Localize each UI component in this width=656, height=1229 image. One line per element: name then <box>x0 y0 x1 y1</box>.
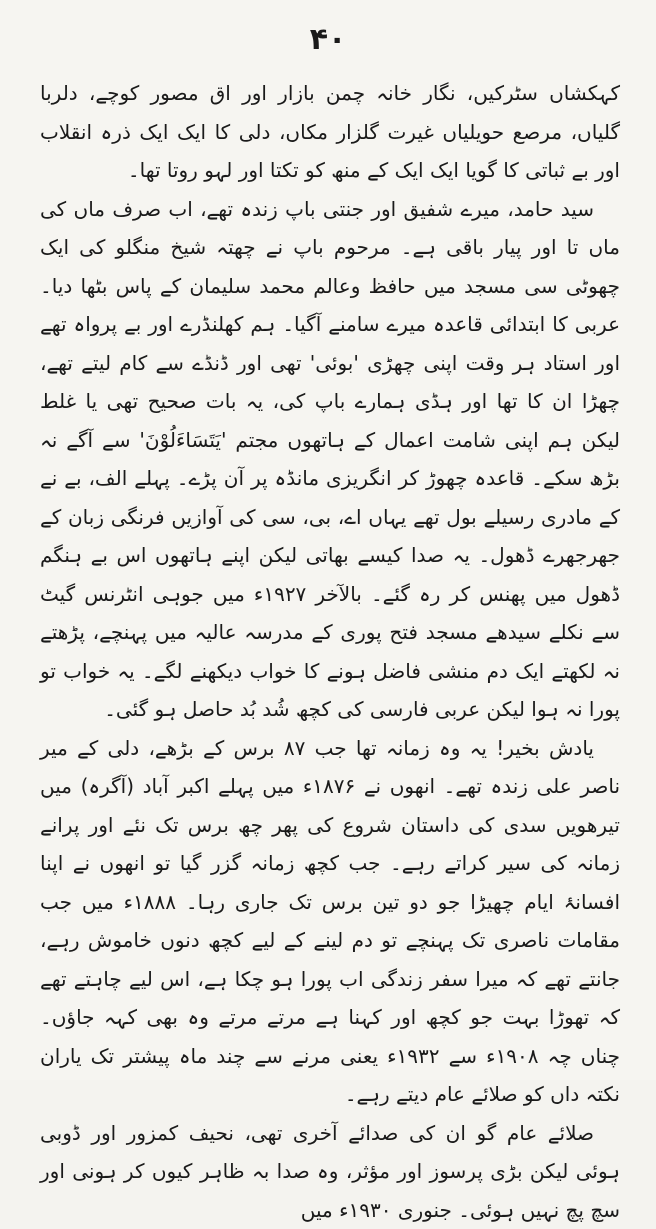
body-text <box>40 74 620 1229</box>
paragraph-1: کہکشاں سٹرکیں، نگار خانہ چمن بازار اور اق مصور کوچے، دلربا گلیاں، مرصع حویلیاں غیرت گلزار مکاں، دلی کا ایک ایک ذرہ انقلاب اور بے ثباتی کا گویا ایک ایک کے منھ کو تکتا اور لہو روتا تھا۔ <box>40 74 620 190</box>
paragraph-2: سید حامد، میرے شفیق اور جنتی باپ زندہ تھے، اب صرف ماں کی ماں تا اور پیار باقی ہے۔ مرحوم باپ نے چھتہ شیخ منگلو کی ایک چھوٹی سی مسجد میں حافظ وعالم محمد سلیمان کے پاس بٹھا دیا۔ عربی کا ابتدائی قاعدہ میرے سامنے آگیا۔ ہم کھلنڈرے اور بے پرواہ تھے اور استاد ہر وقت اپنی چھڑی 'بوئی' تھی اور ڈنڈے سے کام لیتے تھے، چھڑا ان کا تھا اور ہڈی ہمارے باپ کی، یہ بات صحیح تھی یا غلط لیکن ہم اپنی شامت اعمال کے ہاتھوں مجتم 'یَتَسَاءَلُوْنَ' سے آگے نہ بڑھ سکے۔ قاعدہ چھوڑ کر انگریزی مانڈہ پر آن پڑے۔ پہلے الف، بے نے کے مادری رسیلے بول تھے یہاں اے، بی، سی کی آوازیں فرنگی زبان کے جھرجھرے ڈھول۔ یہ صدا کیسے بھاتی لیکن اپنے ہاتھوں اس بے ہنگم ڈھول میں پھنس کر رہ گئے۔ بالآخر ۱۹۲۷ء میں جوہی انٹرنس گیٹ سے نکلے سیدھے مسجد فتح پوری کے مدرسہ عالیہ میں پہنچے، پڑھتے نہ لکھتے ایک دم منشی فاضل ہونے کا خواب دیکھنے لگے۔ یہ خواب تو پورا نہ ہوا لیکن عربی فارسی کی کچھ شُد بُد حاصل ہو گئی۔ <box>40 190 620 729</box>
page-number: ۴۰ <box>0 22 656 57</box>
paragraph-4: صلائے عام گو ان کی صدائے آخری تھی، نحیف کمزور اور ڈوبی ہوئی لیکن بڑی پرسوز اور مؤثر، وہ صدا بہ ظاہر کیوں کر ہونی اور سچ پچ نہیں ہوئی۔ جنوری ۱۹۳۰ء میں <box>40 1114 620 1229</box>
paragraph-3: یادش بخیر! یہ وہ زمانہ تھا جب ۸۷ برس کے بڑھے، دلی کے میر ناصر علی زندہ تھے۔ انھوں نے ۱۸۷۶ء میں پہلے اکبر آباد (آگرہ) میں تیرھویں سدی کی داستان شروع کی پھر چھ برس تک نئے اور پرانے زمانہ کی سیر کراتے رہے۔ جب کچھ زمانہ گزر گیا تو انھوں نے اپنا افسانۂ ایام چھیڑا جو دو تین برس تک جاری رہا۔ ۱۸۸۸ء میں جب مقامات ناصری تک پہنچے تو دم لینے کے لیے کچھ دنوں خاموش رہے، جانتے تھے کہ میرا سفر زندگی اب پورا ہو چکا ہے، اس لیے چاہتے تھے کہ تھوڑا بہت جو کچھ اور کہنا ہے مرتے مرتے وہ بھی کہہ جاؤں۔ چناں چہ ۱۹۰۸ء سے ۱۹۳۲ء یعنی مرنے سے چند ماہ پیشتر تک یاران نکتہ داں کو صلائے عام دیتے رہے۔ <box>40 729 620 1114</box>
